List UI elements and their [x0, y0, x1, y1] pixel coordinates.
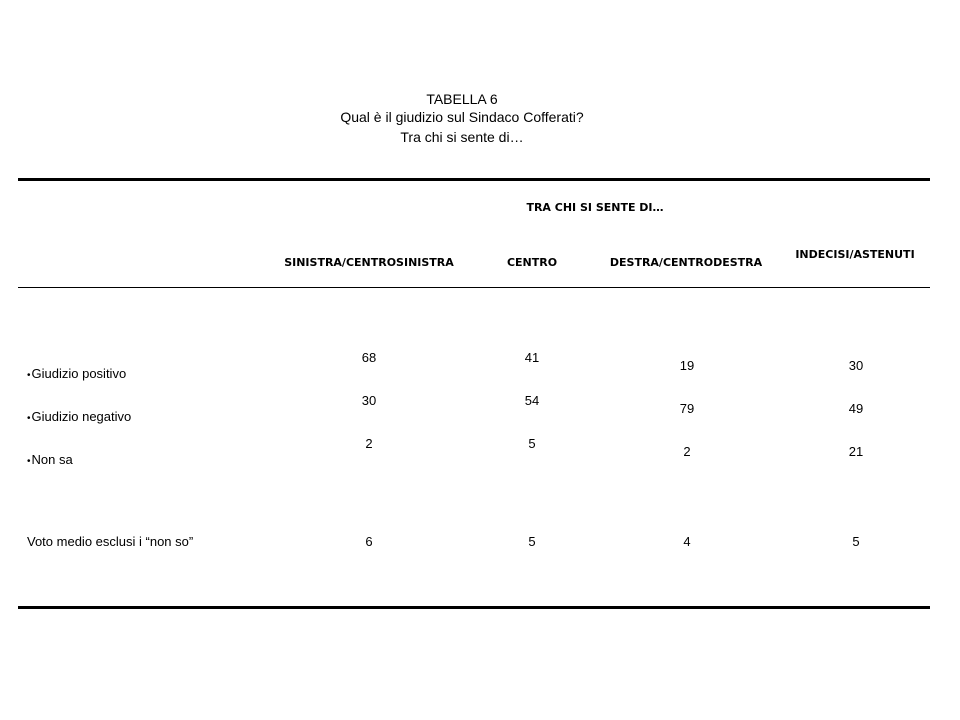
cell-negativo-indecisi: 49 — [848, 401, 864, 416]
bottom-rule — [18, 606, 930, 609]
cell-nonsa-indecisi: 21 — [848, 444, 864, 459]
col-header-indecisi: INDECISI/ASTENUTI — [795, 248, 915, 261]
row-label-positivo: •Giudizio positivo — [27, 366, 127, 381]
cell-positivo-sinistra: 68 — [361, 350, 377, 365]
cell-voto-indecisi: 5 — [852, 534, 860, 549]
col-header-sinistra: SINISTRA/CENTROSINISTRA — [284, 256, 454, 269]
cell-voto-destra: 4 — [683, 534, 691, 549]
cell-positivo-destra: 19 — [679, 358, 695, 373]
col-header-centro: CENTRO — [506, 256, 558, 269]
cell-nonsa-destra: 2 — [683, 444, 691, 459]
bullet-icon: • — [27, 456, 31, 467]
cell-positivo-centro: 41 — [524, 350, 540, 365]
bullet-icon: • — [27, 413, 31, 424]
cell-negativo-centro: 54 — [524, 393, 540, 408]
cell-nonsa-sinistra: 2 — [365, 436, 373, 451]
table-number: TABELLA 6 — [426, 91, 498, 107]
group-header: TRA CHI SI SENTE DI… — [526, 201, 664, 214]
col-header-destra: DESTRA/CENTRODESTRA — [609, 256, 763, 269]
top-rule — [18, 178, 930, 181]
header-rule — [18, 287, 930, 288]
cell-voto-centro: 5 — [528, 534, 536, 549]
cell-negativo-sinistra: 30 — [361, 393, 377, 408]
cell-positivo-indecisi: 30 — [848, 358, 864, 373]
row-label-nonsa: •Non sa — [27, 452, 73, 467]
table-subtitle: Tra chi si sente di… — [400, 129, 524, 145]
bullet-icon: • — [27, 370, 31, 381]
cell-nonsa-centro: 5 — [528, 436, 536, 451]
row-label-negativo: •Giudizio negativo — [27, 409, 132, 424]
cell-negativo-destra: 79 — [679, 401, 695, 416]
cell-voto-sinistra: 6 — [365, 534, 373, 549]
row-label-voto-medio: Voto medio esclusi i “non so” — [27, 534, 194, 549]
table-question: Qual è il giudizio sul Sindaco Cofferati? — [340, 109, 584, 125]
